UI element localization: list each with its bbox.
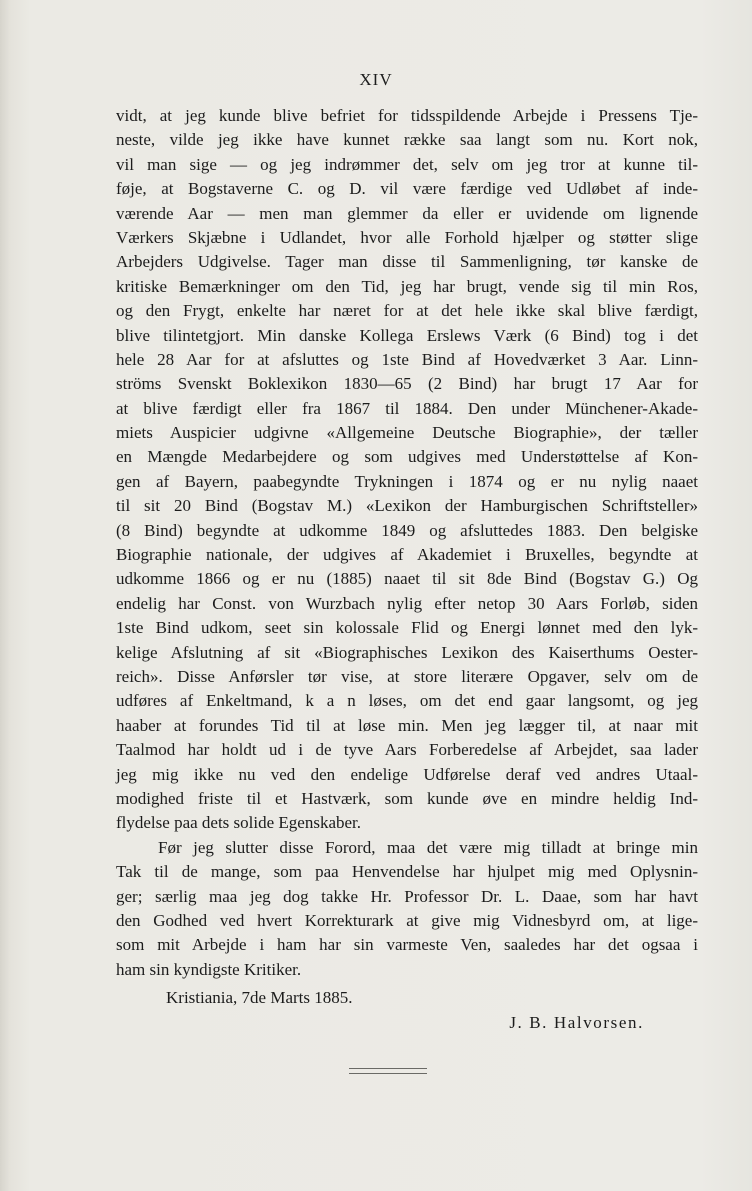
text-line: miets Auspicier udgivne «Allgemeine Deutsche Biographie», der tæller (116, 423, 698, 443)
text-line: ger; særlig maa jeg dog takke Hr. Professor Dr. L. Daae, som har havt (116, 886, 698, 906)
text-line: til sit 20 Bind (Bogstav M.) «Lexikon der Hamburgischen Schriftsteller» (116, 496, 698, 516)
text-line: 1ste Bind udkom, seet sin kolossale Flid og Energi lønnet med den lyk- (116, 618, 698, 638)
date-line: Kristiania, 7de Marts 1885. (166, 988, 353, 1007)
text-line: blive tilintetgjort. Min danske Kollega Erslews Værk (6 Bind) tog i det (116, 325, 698, 345)
signature: J. B. Halvorsen. (509, 1013, 644, 1032)
text-line: reich». Disse Anførsler tør vise, at store literære Opgaver, selv om de (116, 666, 698, 686)
text-line: udføres af Enkeltmand, k a n løses, om det end gaar langsomt, og jeg (116, 691, 698, 711)
text-line: ströms Svenskt Boklexikon 1830—65 (2 Bind) har brugt 17 Aar for (116, 374, 698, 394)
text-line: Taalmod har holdt ud i de tyve Aars Forberedelse af Arbejdet, saa lader (116, 740, 698, 760)
text-line: gen af Bayern, paabegyndte Trykningen i 1874 og er nu nylig naaet (116, 471, 698, 491)
text-line: føje, at Bogstaverne C. og D. vil være færdige ved Udløbet af inde- (116, 179, 698, 199)
text-line: kritiske Bemærkninger om den Tid, jeg har brugt, vende sig til min Ros, (116, 276, 698, 296)
text-line: som mit Arbejde i ham har sin varmeste Ven, saaledes har det ogsaa i (116, 935, 698, 955)
text-line: haaber at forundes Tid til at løse min. Men jeg lægger til, at naar mit (116, 715, 698, 735)
text-line: og den Frygt, enkelte har næret for at det hele ikke skal blive færdigt, (116, 301, 698, 321)
text-line: (8 Bind) begyndte at udkomme 1849 og afsluttedes 1883. Den belgiske (116, 520, 698, 540)
text-line: hele 28 Aar for at afsluttes og 1ste Bind af Hovedværket 3 Aar. Linn- (116, 349, 698, 369)
text-line: Arbejders Udgivelse. Tager man disse til Sammenligning, tør kanske de (116, 252, 698, 272)
text-line: flydelse paa dets solide Egenskaber. (116, 813, 362, 833)
text-line: den Godhed ved hvert Korrekturark at give mig Vidnesbyrd om, at lige- (116, 910, 698, 930)
text-line: Tak til de mange, som paa Henvendelse har hjulpet mig med Oplysnin- (116, 862, 698, 882)
text-line: kelige Afslutning af sit «Biographisches Lexikon des Kaiserthums Oester- (116, 642, 698, 662)
text-line: neste, vilde jeg ikke have kunnet række saa langt som nu. Kort nok, (116, 130, 698, 150)
text-line: ham sin kyndigste Kritiker. (116, 959, 302, 979)
closing-double-rule (349, 1068, 427, 1074)
text-line: vil man sige — og jeg indrømmer det, selv om jeg tror at kunne til- (116, 154, 698, 174)
preface-text (116, 104, 698, 982)
text-line: en Mængde Medarbejdere og som udgives med Understøttelse af Kon- (116, 447, 698, 467)
text-line: jeg mig ikke nu ved den endelige Udførelse deraf ved andres Utaal- (116, 764, 698, 784)
text-line: modighed friste til et Hastværk, som kunde øve en mindre heldig Ind- (116, 788, 698, 808)
page-number: XIV (359, 70, 393, 89)
text-line: vidt, at jeg kunde blive befriet for tidsspildende Arbejde i Pressens Tje- (116, 106, 698, 125)
text-line: endelig har Const. von Wurzbach nylig efter netop 30 Aars Forløb, siden (116, 593, 698, 613)
text-line: Værkers Skjæbne i Udlandet, hvor alle Forhold hjælper og støtter slige (116, 227, 698, 247)
text-line: Før jeg slutter disse Forord, maa det være mig tilladt at bringe min (158, 837, 698, 857)
text-line: Biographie nationale, der udgives af Akademiet i Bruxelles, begyndte at (116, 545, 698, 565)
text-line: at blive færdigt eller fra 1867 til 1884. Den under Münchener-Akade- (116, 398, 698, 418)
text-line: udkomme 1866 og er nu (1885) naaet til sit 8de Bind (Bogstav G.) Og (116, 569, 698, 589)
text-line: værende Aar — men man glemmer da eller er uvidende om lignende (116, 203, 698, 223)
